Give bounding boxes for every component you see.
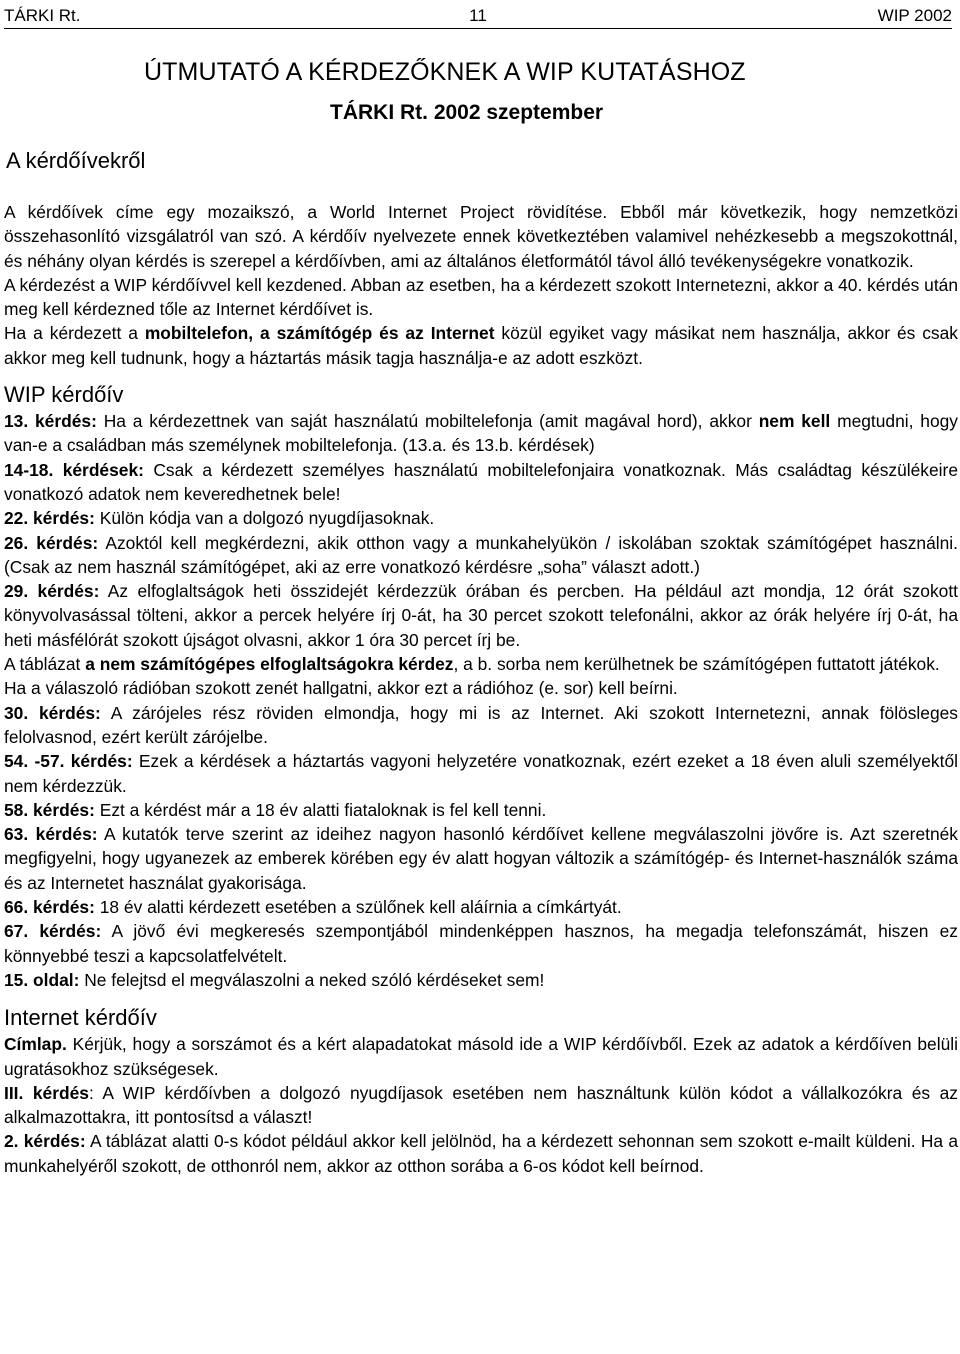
- instruction-q14-18: 14-18. kérdések: Csak a kérdezett személyes használatú mobiltelefonjaira vonatkoznak. Más családtag készülékeire vonatkozó adatok nem keveredhetnek bele!: [4, 459, 958, 504]
- document-body: [4, 200, 958, 1178]
- instruction-q58: 58. kérdés: Ezt a kérdést már a 18 év alatti fiataloknak is fel kell tenni.: [4, 799, 547, 820]
- section-heading-internet: Internet kérdőív: [4, 1005, 157, 1031]
- instruction-q22: 22. kérdés: Külön kódja van a dolgozó nyugdíjasoknak.: [4, 508, 435, 529]
- instruction-q67: 67. kérdés: A jövő évi megkeresés szempontjából mindenképpen hasznos, ha megadja telefonszámát, hiszen ez könnyebbé teszi a kapcsolatfelvételt.: [4, 921, 958, 966]
- document-title: ÚTMUTATÓ A KÉRDEZŐKNEK A WIP KUTATÁSHOZ: [144, 58, 746, 86]
- instruction-q13: 13. kérdés: Ha a kérdezettnek van saját használatú mobiltelefonja (amit magával hord), akkor nem kell megtudni, hogy van-e a családban más személynek mobiltelefonja. (13.a. és 13.b. kérdések): [4, 411, 958, 456]
- intro-paragraph-1: A kérdőívek címe egy mozaikszó, a World Internet Project rövidítése. Ebből már következik, hogy nemzetközi összehasonlító vizsgálatról van szó. A kérdőív nyelvezete ennek következtében valamivel nehézkesebb a megszokottnál, és néhány olyan kérdés is szerepel a kérdőívben, ami az általános életformától távol álló tevékenységekre vonatkozik.: [4, 202, 958, 271]
- instruction-q29: 29. kérdés: Az elfoglaltságok heti összidejét kérdezzük órában és percben. Ha például azt mondja, 12 órát szokott könyvolvasással tölteni, akkor a percek helyére írj 0-át, ha 30 percet szokott telefonálni, akkor az órák helyére írj 0-át, ha heti másfélórát szokott újságot olvasni, akkor 1 óra 30 percet írj be.: [4, 581, 958, 650]
- instruction-q30: 30. kérdés: A zárójeles rész röviden elmondja, hogy mi is az Internet. Aki szokott Internetezni, annak fölösleges felolvasnod, ezért került zárójelbe.: [4, 702, 958, 747]
- instruction-q54-57: 54. -57. kérdés: Ezek a kérdések a háztartás vagyoni helyzetére vonatkoznak, ezért ezeket a 18 éven aluli személyektől nem kérdezzük.: [4, 751, 958, 796]
- instruction-q26: 26. kérdés: Azoktól kell megkérdezni, akik otthon vagy a munkahelyükön / iskolában szoktak számítógépet használni. (Csak az nem használ számítógépet, aki az erre vonatkozó kérdésre „soha” választ adott.): [4, 532, 958, 577]
- header-document-code: WIP 2002: [877, 6, 952, 25]
- intro-paragraph-3: Ha a kérdezett a mobiltelefon, a számítógép és az Internet közül egyiket vagy másikat nem használja, akkor és csak akkor meg kell tudnunk, hogy a háztartás másik tagja használja-e az adott eszközt.: [4, 323, 958, 368]
- page-header: [4, 4, 952, 29]
- instruction-question-iii: III. kérdés: A WIP kérdőívben a dolgozó nyugdíjasok esetében nem használtunk külön kódot a vállalkozókra és az alkalmazottakra, itt pontosítsd a választ!: [4, 1082, 958, 1128]
- emphasis-devices: mobiltelefon, a számítógép és az Internet: [144, 323, 495, 344]
- section-heading-wip: WIP kérdőív: [4, 382, 124, 408]
- instruction-table: A táblázat a nem számítógépes elfoglaltságokra kérdez, a b. sorba nem kerülhetnek be számítógépen futtatott játékok.: [4, 654, 940, 675]
- instruction-radio: Ha a válaszoló rádióban szokott zenét hallgatni, akkor ezt a rádióhoz (e. sor) kell beírni.: [4, 678, 678, 699]
- instruction-cover-page: Címlap. Kérjük, hogy a sorszámot és a kért alapadatokat másold ide a WIP kérdőívből. Ezek az adatok a kérdőíven belüli ugratásokhoz szükségesek.: [4, 1034, 958, 1079]
- instruction-page15: 15. oldal: Ne felejtsd el megválaszolni a neked szóló kérdéseket sem!: [4, 969, 545, 990]
- document-subtitle: TÁRKI Rt. 2002 szeptember: [330, 101, 604, 124]
- section-heading-questionnaires: A kérdőívekről: [6, 148, 146, 173]
- instruction-q63: 63. kérdés: A kutatók terve szerint az ideihez nagyon hasonló kérdőívet kellene megválaszolni jövőre is. Azt szeretnék megfigyelni, hogy ugyanezek az emberek körében egy év alatt hogyan változik a számítógép- és Internet-használók száma és az Internetet használat gyakorisága.: [4, 824, 958, 893]
- instruction-question-2: 2. kérdés: A táblázat alatti 0-s kódot például akkor kell jelölnöd, ha a kérdezett sehonnan sem szokott e-mailt küldeni. Ha a munkahelyéről szokott, de otthonról nem, akkor az otthon sorába a 6-os kódot kell beírnod.: [4, 1131, 958, 1176]
- instruction-q66: 66. kérdés: 18 év alatti kérdezett esetében a szülőnek kell aláírnia a címkártyát.: [4, 897, 622, 918]
- intro-paragraph-2: A kérdezést a WIP kérdőívvel kell kezdened. Abban az esetben, ha a kérdezett szokott Internetezni, akkor a 40. kérdés után meg kell kérdezned tőle az Internet kérdőívet is.: [4, 274, 958, 320]
- header-organization: TÁRKI Rt.: [4, 6, 81, 25]
- page-number: 11: [469, 6, 487, 25]
